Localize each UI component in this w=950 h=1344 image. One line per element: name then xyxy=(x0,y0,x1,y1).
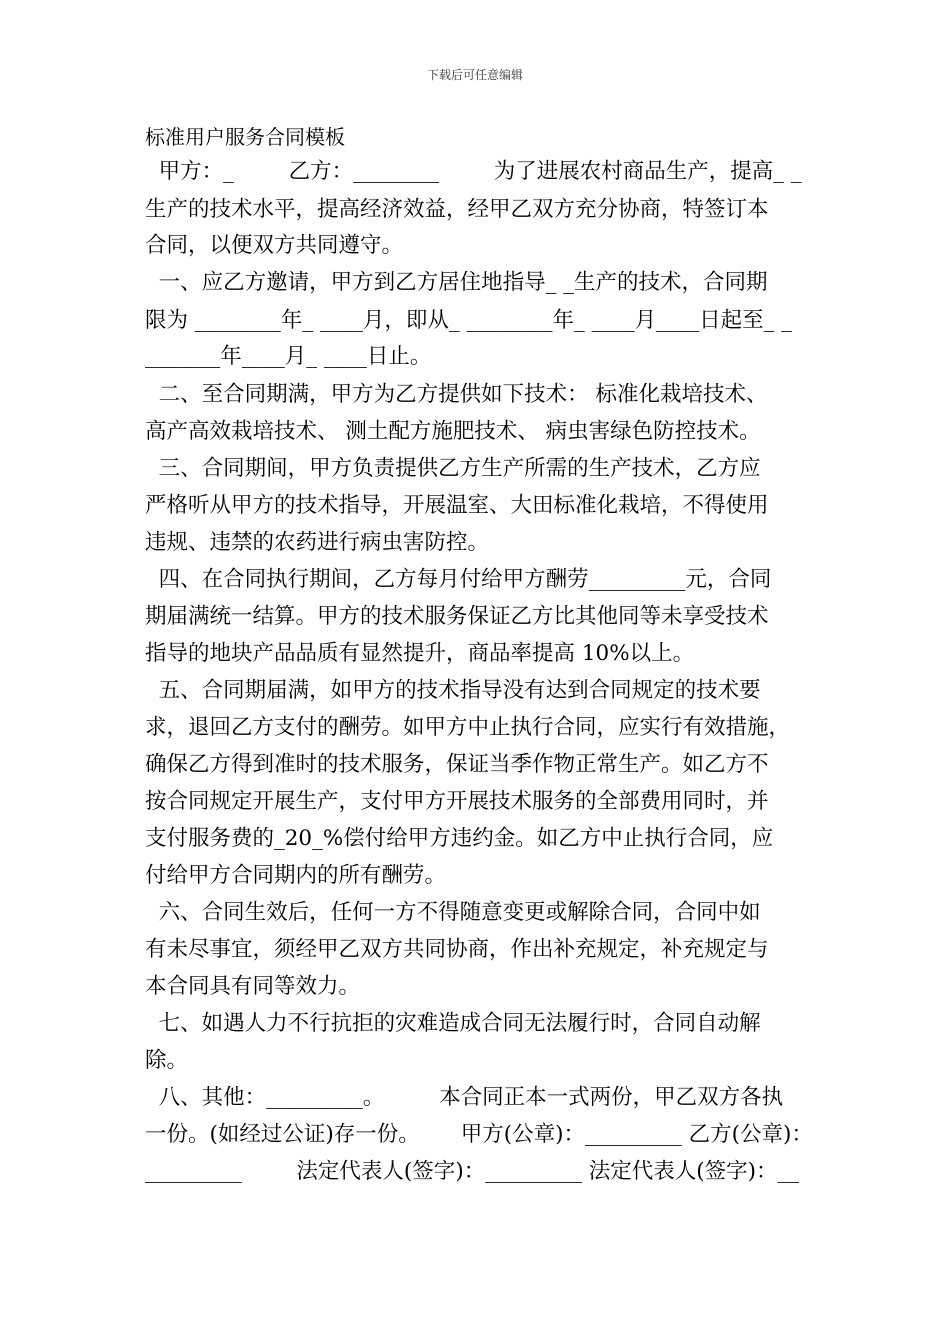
text-line: 生产的技术水平，提高经济效益，经甲乙双方充分协商，特签订本 xyxy=(145,197,769,222)
text-line: 六、合同生效后，任何一方不得随意变更或解除合同，合同中如 xyxy=(145,900,761,925)
text-line: 四、在合同执行期间，乙方每月付给甲方酬劳_________元，合同 xyxy=(145,567,772,592)
text-line: 一、应乙方邀请，甲方到乙方居住地指导_ _生产的技术，合同期 xyxy=(145,270,768,295)
text-line: 指导的地块产品品质有显然提升，商品率提高 10%以上。 xyxy=(145,641,695,666)
text-line: 七、如遇人力不行抗拒的灾难造成合同无法履行时，合同自动解 xyxy=(145,1011,761,1036)
text-line: 五、合同期届满，如甲方的技术指导没有达到合同规定的技术要 xyxy=(145,678,761,703)
text-line: 违规、违禁的农药进行病虫害防控。 xyxy=(145,530,490,555)
text-line: 确保乙方得到准时的技术服务，保证当季作物正常生产。如乙方不 xyxy=(145,752,769,777)
text-line: 二、至合同期满，甲方为乙方提供如下技术： 标准化栽培技术、 xyxy=(145,382,768,407)
text-line: 除。 xyxy=(145,1048,189,1073)
text-line: 支付服务费的_20_%偿付给甲方违约金。如乙方中止执行合同，应 xyxy=(145,826,774,851)
text-line: 求，退回乙方支付的酬劳。如甲方中止执行合同，应实行有效措施， xyxy=(145,715,791,740)
document-title: 标准用户服务合同模板 xyxy=(145,125,345,149)
text-line: 按合同规定开展生产，支付甲方开展技术服务的全部费用同时，并 xyxy=(145,789,769,814)
text-line: 付给甲方合同期内的所有酬劳。 xyxy=(145,863,447,888)
page-header-note: 下载后可任意编辑 xyxy=(426,68,523,82)
text-line: _______年____月_ ____日止。 xyxy=(145,344,432,369)
text-line: 三、合同期间，甲方负责提供乙方生产所需的生产技术，乙方应 xyxy=(145,456,761,481)
text-line: 限为 ________年_ ____月，即从_ ________年_ ____月____日起至_ _ xyxy=(145,308,792,333)
text-line: 有未尽事宜，须经甲乙双方共同协商，作出补充规定，补充规定与 xyxy=(145,937,769,962)
text-line: 期届满统一结算。甲方的技术服务保证乙方比其他同等未享受技术 xyxy=(145,604,769,629)
text-line: 一份。(如经过公证)存一份。 甲方(公章)：_________ 乙方(公章)： xyxy=(145,1122,813,1147)
text-line: 严格听从甲方的技术指导，开展温室、大田标准化栽培，不得使用 xyxy=(145,493,769,518)
text-line: 八、其他：_________。 本合同正本一式两份，甲乙双方各执 xyxy=(145,1085,784,1110)
text-line: _________ 法定代表人(签字)：_________ 法定代表人(签字)：__ xyxy=(145,1159,800,1184)
text-line: 高产高效栽培技术、 测土配方施肥技术、 病虫害绿色防控技术。 xyxy=(145,419,761,444)
text-line: 合同，以便双方共同遵守。 xyxy=(145,233,404,258)
text-line: 甲方：_ 乙方：________ 为了进展农村商品生产，提高_ _ xyxy=(145,159,802,184)
text-line: 本合同具有同等效力。 xyxy=(145,974,361,999)
